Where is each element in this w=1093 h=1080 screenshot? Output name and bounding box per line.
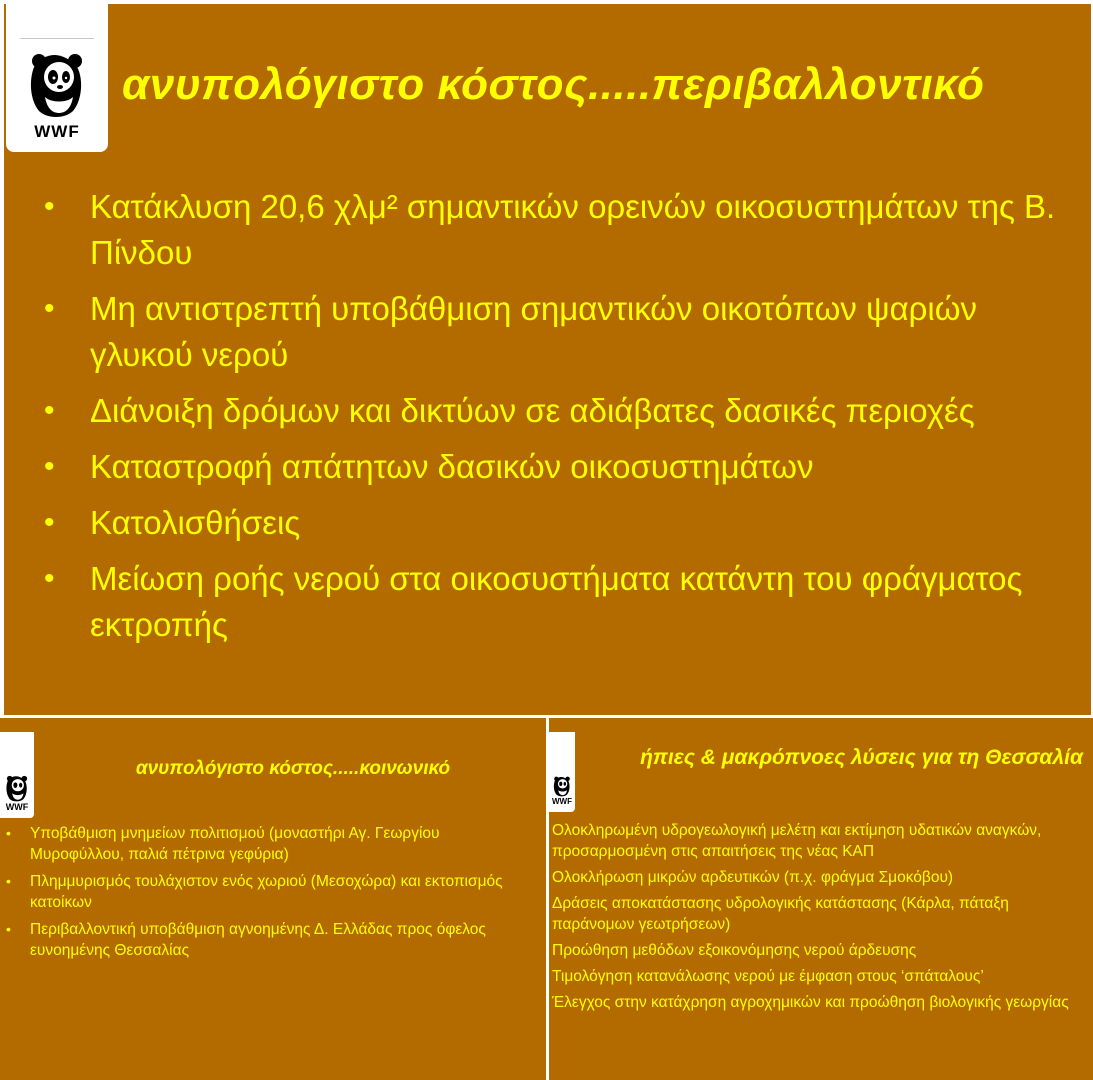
list-item: • Κατολισθήσεις xyxy=(44,500,1084,546)
bullet-list xyxy=(552,820,1087,1018)
wwf-logo xyxy=(549,732,575,812)
slide-social-cost xyxy=(0,718,546,1080)
list-item: • Μη αντιστρεπτή υποβάθμιση σημαντικών οικοτόπων ψαριών γλυκού νερού xyxy=(44,286,1084,378)
bullet-list xyxy=(44,184,1084,658)
bullet-list xyxy=(6,823,536,967)
slide-title: ήπιες & μακρόπνοες λύσεις για τη Θεσσαλία xyxy=(640,746,1083,769)
list-item: • Πλημμυρισμός τουλάχιστον ενός χωριού (Μεσοχώρα) και εκτοπισμός κατοίκων xyxy=(6,871,536,913)
panda-icon xyxy=(552,774,572,798)
list-item: Ολοκλήρωση μικρών αρδευτικών (π.χ. φράγμα Σμοκόβου) xyxy=(552,869,954,886)
list-item: • Υποβάθμιση μνημείων πολιτισμού (μοναστήρι Αγ. Γεωργίου Μυροφύλλου, παλιά πέτρινα γεφύρια) xyxy=(6,823,536,865)
list-item: Δράσεις αποκατάστασης υδρολογικής κατάστασης (Κάρλα, πάταξη παράνομων γεωτρήσεων) xyxy=(552,895,1009,933)
slide-title: ανυπολόγιστο κόστος.....κοινωνικό xyxy=(135,758,451,779)
logo-text: WWF xyxy=(552,797,572,806)
wwf-logo xyxy=(6,4,108,152)
list-item: • Μείωση ροής νερού στα οικοσυστήματα κατάντη του φράγματος εκτροπής xyxy=(44,556,1084,648)
list-item: Προώθηση μεθόδων εξοικονόμησης νερού άρδευσης xyxy=(552,942,917,959)
list-item: • Περιβαλλοντική υποβάθμιση αγνοημένης Δ. Ελλάδας προς όφελος ευνοημένης Θεσσαλίας xyxy=(6,919,536,961)
list-item: Ολοκληρωμένη υδρογεωλογική μελέτη και εκτίμηση υδατικών αναγκών, προσαρμοσμένη στις απαιτήσεις της νέας ΚΑΠ xyxy=(552,822,1042,860)
list-item: • Καταστροφή απάτητων δασικών οικοσυστημάτων xyxy=(44,444,1084,490)
panda-icon xyxy=(25,47,89,121)
list-item: Έλεγχος στην κατάχρηση αγροχημικών και προώθηση βιολογικής γεωργίας xyxy=(552,994,1069,1011)
logo-text: WWF xyxy=(5,802,29,812)
list-item: Τιμολόγηση κατανάλωσης νερού με έμφαση στους ‘σπάταλους’ xyxy=(552,968,984,985)
slide-environmental-cost xyxy=(4,4,1091,715)
list-item: • Κατάκλυση 20,6 χλμ² σημαντικών ορεινών οικοσυστημάτων της Β. Πίνδου xyxy=(44,184,1084,276)
list-item: • Διάνοιξη δρόμων και δικτύων σε αδιάβατες δασικές περιοχές xyxy=(44,388,1084,434)
slide-title: ανυπολόγιστο κόστος.....περιβαλλοντικό xyxy=(122,60,985,109)
slide-solutions xyxy=(549,718,1093,1080)
logo-text: WWF xyxy=(34,122,80,141)
